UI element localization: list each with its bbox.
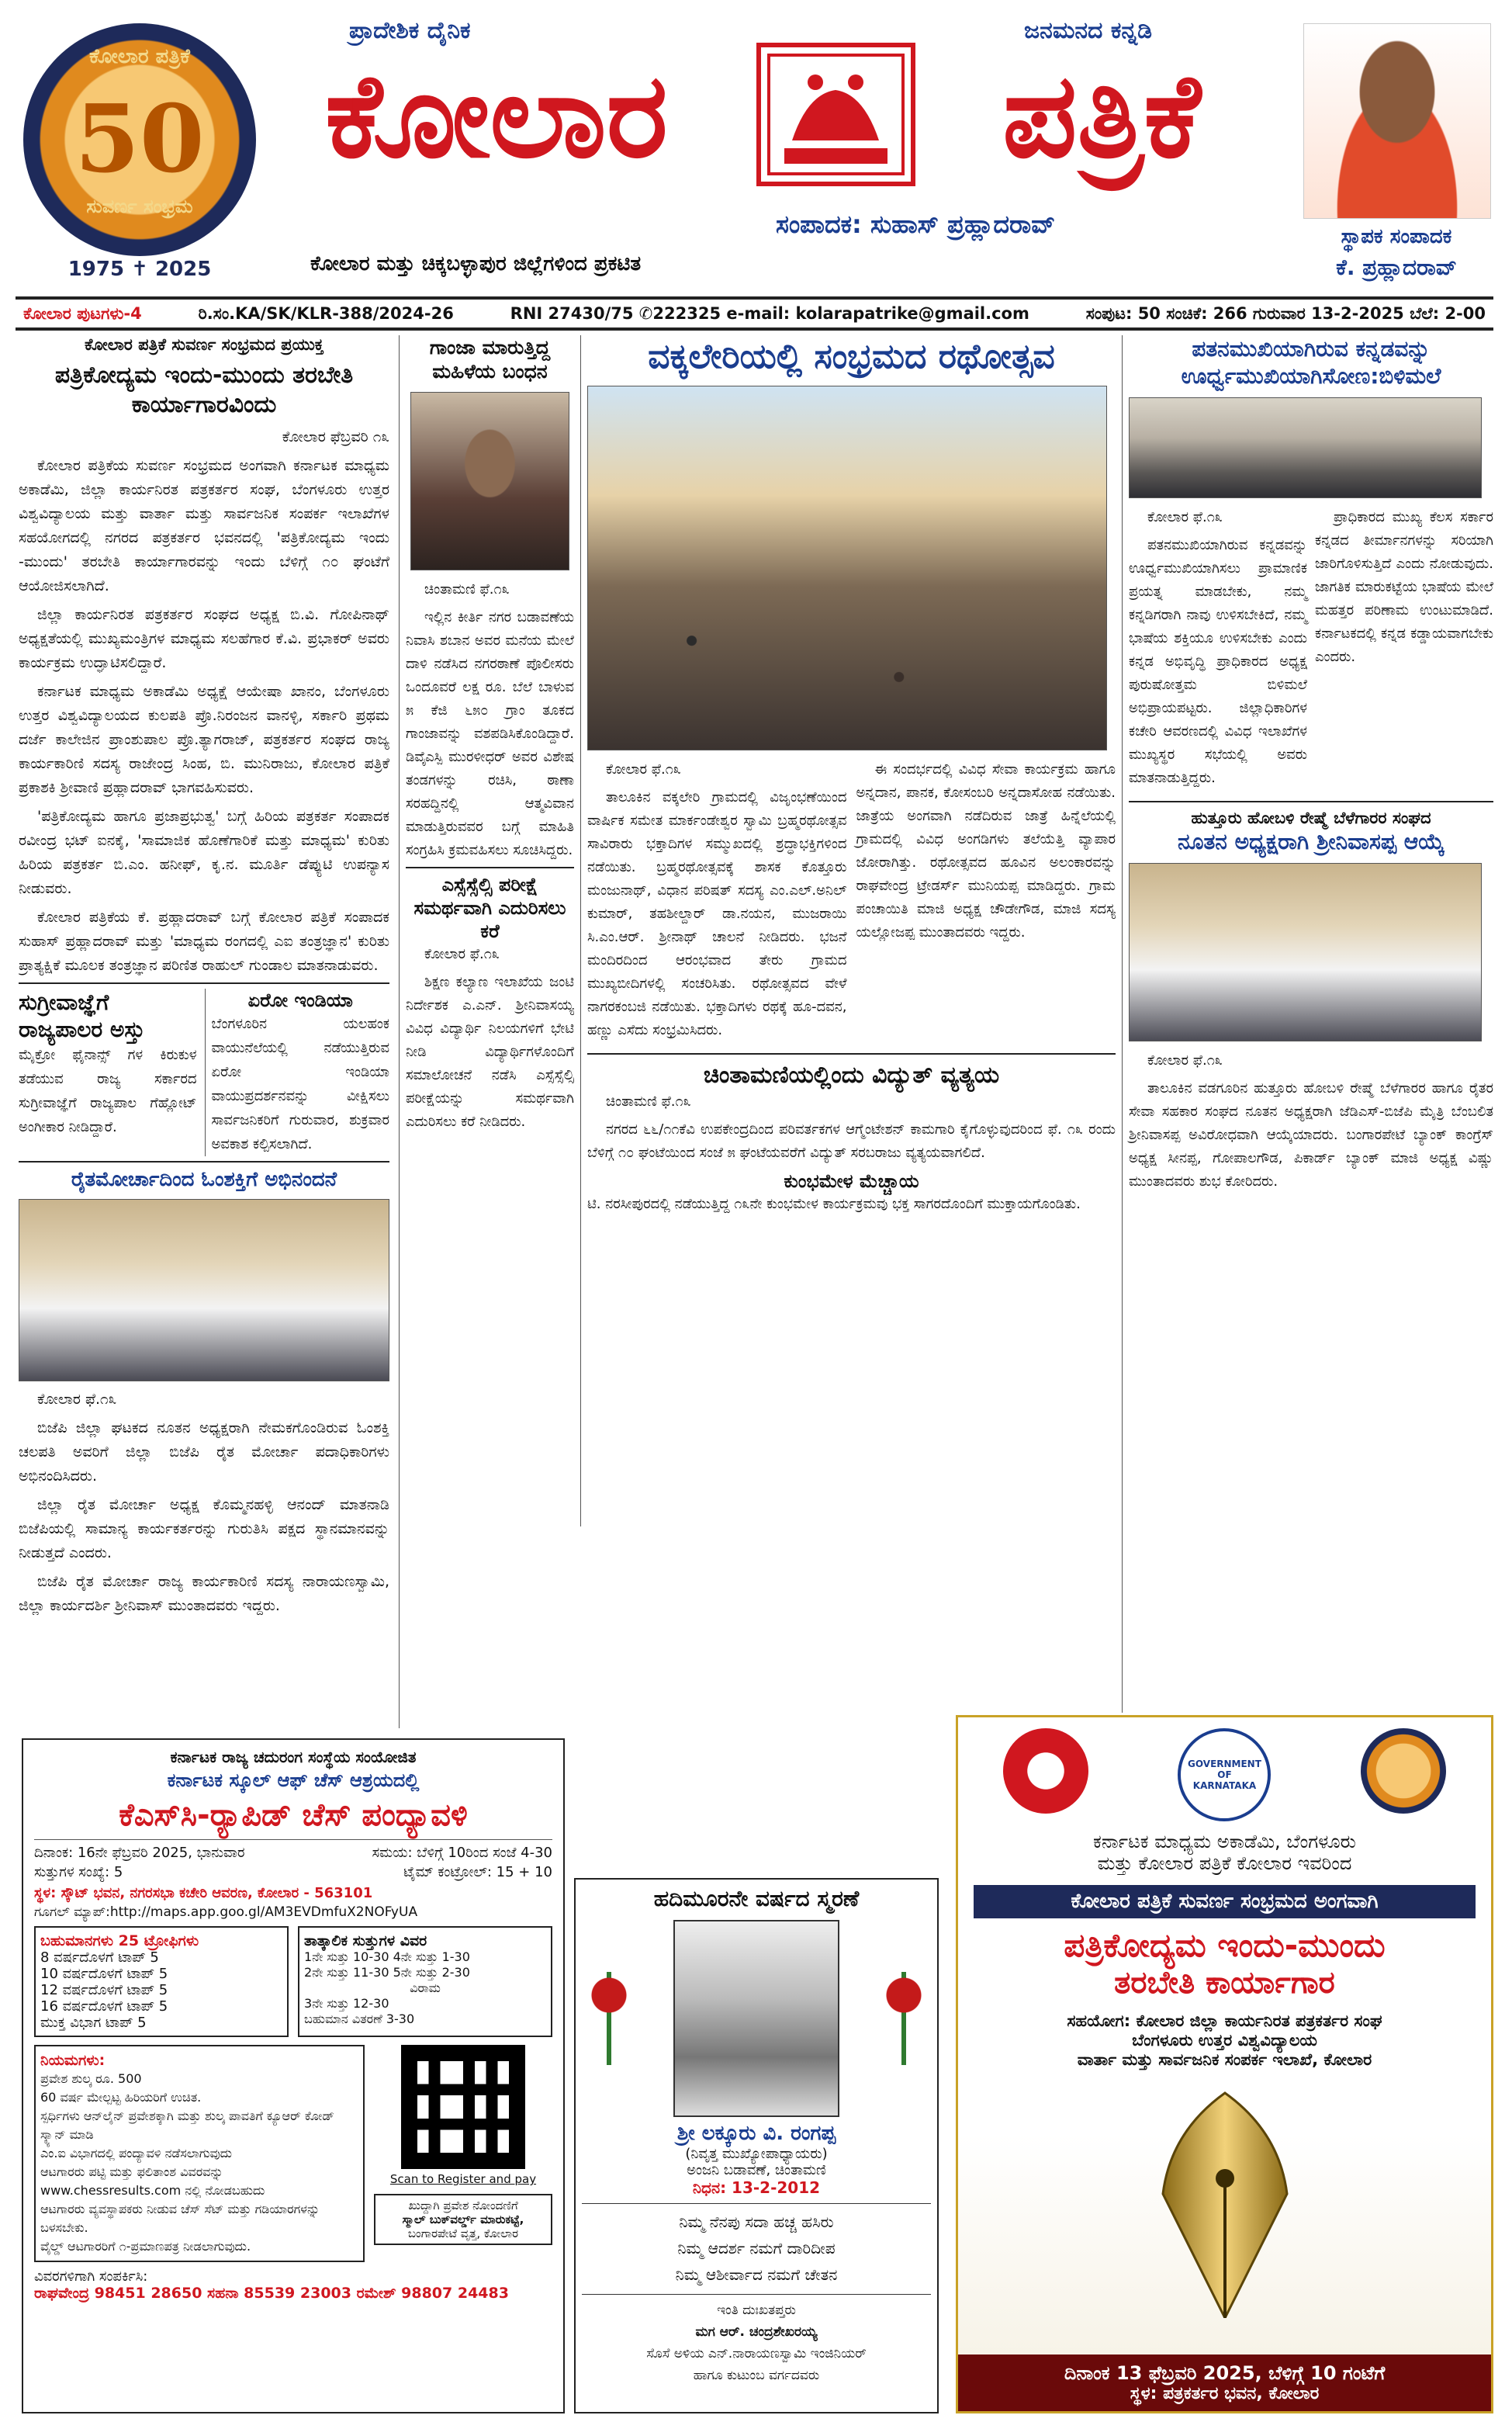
- masthead-title-part2: ಪತ್ರಿಕೆ: [1002, 49, 1201, 184]
- rule-item: ಎಂ.ಐ ವಿಭಾಗದಲ್ಲಿ ಪಂದ್ಯಾವಳಿ ನಡೆಸಲಾಗುವುದು: [40, 2146, 233, 2160]
- rule-item: ಆಟಗಾರರು ವ್ಯವಸ್ಥಾಪಕರು ನೀಡುವ ಚೆಸ್ ಸೆಟ್ ಮತ್ತು ಗಡಿಯಾರಗಳನ್ನು ಬಳಸಬೇಕು.: [40, 2202, 320, 2235]
- brief-body: [587, 1090, 1116, 1165]
- workshop-venue: ಸ್ಥಳ: ಪತ್ರಕರ್ತರ ಭವನ, ಕೋಲಾರ: [1130, 2384, 1320, 2403]
- chess-ad-sub: ಕರ್ನಾಟಕ ಸ್ಕೂಲ್ ಆಫ್ ಚೆಸ್ ಆಶ್ರಯದಲ್ಲಿ: [167, 1769, 420, 1791]
- memorial-line: ನಿಮ್ಮ ಆದರ್ಶ ನಮಗೆ ದಾರಿದೀಪ: [677, 2239, 836, 2257]
- memorial-line: ನಿಮ್ಮ ನೆನಪು ಸದಾ ಹಚ್ಚ ಹಸಿರು: [679, 2212, 834, 2231]
- tagline-right: ಜನಮನದ ಕನ್ನಡಿ: [1024, 17, 1153, 44]
- schedule-row: ವಿರಾಮ: [410, 1980, 441, 1995]
- dateline: ಕೋಲಾರ ಫೆ.೧೩: [606, 761, 681, 778]
- rule-item: ಪ್ರವೇಶ ಶುಲ್ಕ ರೂ. 500: [40, 2071, 142, 2086]
- memorial-photo: [673, 1920, 839, 2117]
- dateline: ಕೋಲಾರ ಫೆ.೧೩: [1147, 509, 1223, 525]
- story-photo: [1129, 397, 1482, 498]
- memorial-from-line: ಹಾಗೂ ಕುಟುಂಬ ವರ್ಗದವರು: [693, 2368, 820, 2383]
- story-body: [1129, 1049, 1493, 1194]
- prize-row: 8 ವರ್ಷದೊಳಗೆ ಟಾಪ್ 5: [40, 1949, 159, 1966]
- story-photo: [1129, 863, 1482, 1041]
- info-issue: ಸಂಪುಟ: 50 ಸಂಚಿಕೆ: 266 ಗುರುವಾರ 13-2-2025 ಬೆಲೆ: 2-00: [1085, 303, 1486, 323]
- masthead: [0, 0, 1512, 295]
- memorial-place: ಅಂಜನಿ ಬಡಾವಣೆ, ಚಿಂತಾಮಣಿ: [687, 2162, 826, 2178]
- schedule-row: 1ನೇ ಸುತ್ತು 10-30 4ನೇ ಸುತ್ತು 1-30: [304, 1949, 470, 1964]
- brief-headline: ಸುಗ್ರೀವಾಜ್ಞೆಗೆ ರಾಜ್ಯಪಾಲರ ಅಸ್ತು: [19, 989, 145, 1042]
- tagline-left: ಪ್ರಾದೇಶಿಕ ದೈನಿಕ: [349, 17, 471, 44]
- entry-note: ಖುದ್ದಾಗಿ ಪ್ರವೇಶ ನೋಂದಣಿಗೆ: [408, 2199, 518, 2212]
- workshop-title1: ಪತ್ರಿಕೋದ್ಯಮ ಇಂದು-ಮುಂದು: [1064, 1926, 1386, 1964]
- prize-row: ಮುಕ್ತ ವಿಭಾಗ ಟಾಪ್ 5: [40, 2015, 147, 2031]
- workshop-title2: ತರಬೇತಿ ಕಾರ್ಯಾಗಾರ: [1114, 1965, 1335, 2001]
- founder-label: ಸ್ಥಾಪಕ ಸಂಪಾದಕ: [1341, 225, 1452, 248]
- anniversary-logo-number: 50: [74, 85, 205, 194]
- memorial-from: ಇಂತಿ ದುಃಖತಪ್ತರು: [717, 2303, 796, 2318]
- masthead-subline: ಕೋಲಾರ ಮತ್ತು ಚಿಕ್ಕಬಳ್ಳಾಪುರ ಜಿಲ್ಲೆಗಳಿಂದ ಪ್ರಕಟಿತ: [310, 252, 642, 275]
- paragraph: ಬಿಜೆಪಿ ಜಿಲ್ಲಾ ಘಟಕದ ನೂತನ ಅಧ್ಯಕ್ಷರಾಗಿ ನೇಮಕಗೊಂಡಿರುವ ಓಂಶಕ್ತಿ ಚಲಪತಿ ಅವರಿಗೆ ಜಿಲ್ಲಾ ಬಿಜೆಪಿ ರೈತ ಮೋರ್ಚಾ ಪದಾಧಿಕಾರಿಗಳು ಅಭಿನಂದಿಸಿದರು.: [19, 1419, 389, 1485]
- paragraph: ಕೋಲಾರ ಪತ್ರಿಕೆಯ ಸುವರ್ಣ ಸಂಭ್ರಮದ ಅಂಗವಾಗಿ ಕರ್ನಾಟಕ ಮಾಧ್ಯಮ ಅಕಾಡೆಮಿ, ಜಿಲ್ಲಾ ಕಾರ್ಯನಿರತ ಪತ್ರಕರ್ತರ ಸಂಘ, ಬೆಂಗಳೂರು ಉತ್ತರ ವಿಶ್ವವಿದ್ಯಾಲಯ ಮತ್ತು ವಾರ್ತಾ ಮತ್ತು ಸಾರ್ವಜನಿಕ ಸಂಪರ್ಕ ಇಲಾಖೆಗಳ ಸಹಯೋಗದಲ್ಲಿ ನಗರದ ಪತ್ರಕರ್ತರ ಭವನದಲ್ಲಿ 'ಪತ್ರಿಕೋದ್ಯಮ ಇಂದು -ಮುಂದು' ತರಬೇತಿ ಕಾರ್ಯಾಗಾರವನ್ನು ಇಂದು ಬೆಳಿಗ್ಗೆ ೧೦ ಘಂಟೆಗೆ ಆಯೋಜಿಸಲಾಗಿದೆ.: [19, 457, 389, 594]
- brief-headline: ಚಿಂತಾಮಣಿಯಲ್ಲಿಂದು ವಿದ್ಯುತ್ ವ್ಯತ್ಯಯ: [703, 1062, 1000, 1089]
- story-photo: [19, 1199, 389, 1381]
- story-kicker: ಕೋಲಾರ ಪತ್ರಿಕೆ ಸುವರ್ಣ ಸಂಭ್ರಮದ ಪ್ರಯುಕ್ತ: [85, 335, 324, 354]
- paragraph: ಬಿಜೆಪಿ ರೈತ ಮೋರ್ಚಾ ರಾಜ್ಯ ಕಾರ್ಯಕಾರಿಣಿ ಸದಸ್ಯ ನಾರಾಯಣಸ್ವಾಮಿ, ಜಿಲ್ಲಾ ಕಾರ್ಯದರ್ಶಿ ಶ್ರೀನಿವಾಸ್ ಮುಂತಾದವರು ಇದ್ದರು.: [19, 1572, 389, 1614]
- dateline: ಕೋಲಾರ ಫೆಬ್ರವರಿ ೧೩: [282, 428, 389, 445]
- brief-body: ಟಿ. ನರಸೀಪುರದಲ್ಲಿ ನಡೆಯುತ್ತಿದ್ದ ೧೩ನೇ ಕುಂಭಮೇಳ ಕಾರ್ಯಕ್ರಮವು ಭಕ್ತ ಸಾಗರದೊಂದಿಗೆ ಮುಕ್ತಾಯಗೊಂಡಿತು.: [587, 1195, 1081, 1212]
- info-bar: [16, 296, 1493, 331]
- story-photo: [410, 392, 569, 570]
- story-body: [19, 1388, 389, 1618]
- entry-place: ಸ್ಮಾಲ್ ಬುಕ್‌ವರ್ಲ್ಡ್ ಮಾರುಕಟ್ಟೆ,: [402, 2212, 524, 2226]
- divider: [19, 1161, 389, 1163]
- paragraph: ಶಿಕ್ಷಣ ಕಲ್ಯಾಣ ಇಲಾಖೆಯ ಜಂಟಿ ನಿರ್ದೇಶಕ ಎ.ಎನ್. ಶ್ರೀನಿವಾಸಯ್ಯ ವಿವಿಧ ವಿದ್ಯಾರ್ಥಿ ನಿಲಯಗಳಿಗೆ ಭೇಟಿ ನೀಡಿ ವಿದ್ಯಾರ್ಥಿಗಳೊಂದಿಗೆ ಸಮಾಲೋಚನೆ ನಡೆಸಿ ಎಸ್ಸೆಸ್ಸೆಲ್ಸಿ ಪರೀಕ್ಷೆಯನ್ನು ಸಮರ್ಥವಾಗಿ ಎದುರಿಸಲು ಕರೆ ನೀಡಿದರು.: [406, 973, 574, 1130]
- story-headline: ಗಾಂಜಾ ಮಾರುತ್ತಿದ್ದ ಮಹಿಳೆಯ ಬಂಧನ: [429, 336, 551, 383]
- chess-ad-date: ದಿನಾಂಕ: 16ನೇ ಫೆಬ್ರವರಿ 2025, ಭಾನುವಾರ: [34, 1845, 245, 1861]
- dateline: ಚಿಂತಾಮಣಿ ಫೆ.೧೩: [424, 580, 510, 598]
- anniversary-logo-small: [1361, 1728, 1446, 1814]
- lead-headline: ವಕ್ಕಲೇರಿಯಲ್ಲಿ ಸಂಭ್ರಮದ ರಥೋತ್ಸವ: [648, 337, 1055, 376]
- column-4: [1122, 335, 1493, 1713]
- story-body-right: [1315, 506, 1493, 795]
- schedule-row: ಬಹುಮಾನ ವಿತರಣೆ 3-30: [304, 2011, 415, 2026]
- contact-numbers: ರಾಘವೇಂದ್ರ 98451 28650 ಸಹನಾ 85539 23003 ರಮೇಶ್ 98807 24483: [34, 2285, 509, 2302]
- lead-body-left: [587, 758, 847, 1047]
- government-logo-text: GOVERNMENT OF KARNATAKA: [1188, 1759, 1261, 1791]
- chess-ad-venue: ಸ್ಥಳ: ಸ್ಕೌಟ್ ಭವನ, ನಗರಸಭಾ ಕಚೇರಿ ಆವರಣ, ಕೋಲಾರ - 563101: [34, 1885, 373, 1901]
- masthead-emblem: [756, 43, 915, 186]
- brief-body: ಮೈಕ್ರೋ ಫೈನಾನ್ಸ್ ಗಳ ಕಿರುಕುಳ ತಡೆಯುವ ರಾಜ್ಯ ಸರ್ಕಾರದ ಸುಗ್ರೀವಾಜ್ಞೆಗೆ ರಾಜ್ಯಪಾಲ ಗೆಹ್ಲೋಟ್ ಅಂಗೀಕಾರ ನೀಡಿದ್ದಾರೆ.: [19, 1047, 197, 1135]
- paragraph: ಪತನಮುಖಿಯಾಗಿರುವ ಕನ್ನಡವನ್ನು ಊರ್ಧ್ವಮುಖಿಯಾಗಿಸಲು ಪ್ರಾಮಾಣಿಕ ಪ್ರಯತ್ನ ಮಾಡಬೇಕು, ನಮ್ಮ ಕನ್ನಡಿಗರಾಗಿ ನಾವು ಉಳಿಸಬೇಕಿದೆ, ನಮ್ಮ ಭಾಷೆಯ ಶಕ್ತಿಯೂ ಉಳಿಸಬೇಕು ಎಂದು ಕನ್ನಡ ಅಭಿವೃದ್ಧಿ ಪ್ರಾಧಿಕಾರದ ಅಧ್ಯಕ್ಷ ಪುರುಷೋತ್ತಮ ಬಿಳಿಮಲೆ ಅಭಿಪ್ರಾಯಪಟ್ಟರು. ಜಿಲ್ಲಾಧಿಕಾರಿಗಳ ಕಚೇರಿ ಆವರಣದಲ್ಲಿ ವಿವಿಧ ಇಲಾಖೆಗಳ ಮುಖ್ಯಸ್ಥರ ಸಭೆಯಲ್ಲಿ ಅವರು ಮಾತನಾಡುತ್ತಿದ್ದರು.: [1129, 537, 1307, 786]
- memorial-line: ನಿಮ್ಮ ಆಶೀರ್ವಾದ ನಮಗೆ ಚೇತನ: [675, 2265, 838, 2284]
- workshop-support3: ವಾರ್ತಾ ಮತ್ತು ಸಾರ್ವಜನಿಕ ಸಂಪರ್ಕ ಇಲಾಖೆ, ಕೋಲಾರ: [1077, 2050, 1372, 2069]
- memorial-heading: ಹದಿಮೂರನೇ ವರ್ಷದ ಸ್ಮರಣೆ: [653, 1886, 860, 1911]
- contact-heading: ವಿವರಗಳಿಗಾಗಿ ಸಂಪರ್ಕಿಸಿ:: [34, 2268, 148, 2285]
- entry-address: ಬಂಗಾರಪೇಟೆ ವೃತ್ತ, ಕೋಲಾರ: [407, 2226, 519, 2240]
- memorial-ad: [574, 1878, 939, 2413]
- prize-row: 16 ವರ್ಷದೊಳಗೆ ಟಾಪ್ 5: [40, 1998, 168, 2015]
- paragraph: ಈ ಸಂದರ್ಭದಲ್ಲಿ ವಿವಿಧ ಸೇವಾ ಕಾರ್ಯಕ್ರಮ ಹಾಗೂ ಅನ್ನದಾನ, ಪಾನಕ, ಕೋಸಂಬರಿ ಅನ್ನದಾಸೋಹ ನಡೆಯಿತು. ಜಾತ್ರೆಯ ಅಂಗವಾಗಿ ನಡೆದಿರುವ ಜಾತ್ರೆ ಹಿನ್ನೆಲೆಯಲ್ಲಿ ಗ್ರಾಮದಲ್ಲಿ ವಿವಿಧ ಅಂಗಡಿಗಳು ತಲೆಯೆತ್ತಿ ವ್ಯಾಪಾರ ಜೋರಾಗಿತ್ತು. ರಥೋತ್ಸವದ ಹೂವಿನ ಅಲಂಕಾರವನ್ನು ರಾಘವೇಂದ್ರ ಟ್ರೇಡರ್ಸ್ ಮುನಿಯಪ್ಪ ಮಾಡಿದ್ದರು. ಗ್ರಾಮ ಪಂಚಾಯಿತಿ ಮಾಜಿ ಅಧ್ಯಕ್ಷ ಚೌಡೇಗೌಡ, ಮಾಜಿ ಸದಸ್ಯ ಯಲ್ಲೋಜಪ್ಪ ಮುಂತಾದವರು ಇದ್ದರು.: [856, 761, 1116, 941]
- schedule-heading: ತಾತ್ಕಾಲಿಕ ಸುತ್ತುಗಳ ವಿವರ: [304, 1932, 427, 1949]
- prize-row: 12 ವರ್ಷದೊಳಗೆ ಟಾಪ್ 5: [40, 1982, 168, 1998]
- chess-ad-org: ಕರ್ನಾಟಕ ರಾಜ್ಯ ಚದುರಂಗ ಸಂಸ್ಥೆಯ ಸಂಯೋಜಿತ: [170, 1748, 417, 1766]
- column-3: [580, 335, 1116, 1526]
- workshop-footer: [958, 2355, 1491, 2411]
- paragraph: ತಾಲೂಕಿನ ವಕ್ಕಲೇರಿ ಗ್ರಾಮದಲ್ಲಿ ವಿಜೃಂಭಣೆಯಿಂದ ವಾರ್ಷಿಕ ಸಮೇತ ಮಾರ್ಕಂಡೇಶ್ವರ ಸ್ವಾಮಿ ಬ್ರಹ್ಮರಥೋತ್ಸವ ಸಾವಿರಾರು ಭಕ್ತಾದಿಗಳ ಸಮ್ಮುಖದಲ್ಲಿ ಶ್ರದ್ಧಾಭಕ್ತಿಗಳಿಂದ ನಡೆಯಿತು. ಬ್ರಹ್ಮರಥೋತ್ಸವಕ್ಕೆ ಶಾಸಕ ಕೊತ್ತೂರು ಮಂಜುನಾಥ್, ವಿಧಾನ ಪರಿಷತ್ ಸದಸ್ಯ ಎಂ.ಎಲ್.ಅನಿಲ್ ಕುಮಾರ್, ತಹಶೀಲ್ದಾರ್ ಡಾ.ನಯನ, ಮುಜರಾಯಿ ಸಿ.ಎಂ.ಆರ್. ಶ್ರೀನಾಥ್ ಚಾಲನೆ ನೀಡಿದರು. ಭಜನೆ ಮಂದಿರದಿಂದ ಆರಂಭವಾದ ತೇರು ಗ್ರಾಮದ ಮುಖ್ಯಬೀದಿಗಳಲ್ಲಿ ಸಂಚರಿಸಿತು. ರಥೋತ್ಸವದ ವೇಳೆ ನಾಗರಕಂಬಜಿ ನಡೆಯಿತು. ಭಕ್ತಾದಿಗಳು ರಥಕ್ಕೆ ಹೂ-ದವನ, ಹಣ್ಣು ಎಸೆದು ಸಂಭ್ರಮಿಸಿದರು.: [587, 789, 847, 1038]
- chess-ad-map[interactable]: ಗೂಗಲ್ ಮ್ಯಾಪ್:http://maps.app.goo.gl/AM3EVDmfuX2NOFyUA: [34, 1904, 418, 1920]
- memorial-from-name: ಮಗ ಆರ್. ಚಂದ್ರಶೇಖರಯ್ಯ: [695, 2324, 818, 2340]
- memorial-date: ನಿಧನ: 13-2-2012: [692, 2178, 821, 2197]
- brief-headline: ಕುಂಭಮೇಳ ಮೆಚ್ಚಾಯ: [784, 1169, 919, 1192]
- story-body: [406, 578, 574, 862]
- workshop-support1: ಸಹಯೋಗ: ಕೋಲಾರ ಜಿಲ್ಲಾ ಕಾರ್ಯನಿರತ ಪತ್ರಕರ್ತರ ಸಂಘ: [1067, 2011, 1382, 2030]
- lead-body-right: [856, 758, 1116, 1047]
- lead-photo: [587, 386, 1107, 750]
- paragraph: ಜಿಲ್ಲಾ ಕಾರ್ಯನಿರತ ಪತ್ರಕರ್ತರ ಸಂಘದ ಅಧ್ಯಕ್ಷ ಬಿ.ವಿ. ಗೋಪಿನಾಥ್ ಅಧ್ಯಕ್ಷತೆಯಲ್ಲಿ ಮುಖ್ಯಮಂತ್ರಿಗಳ ಮಾಧ್ಯಮ ಸಲಹೆಗಾರ ಕೆ.ವಿ. ಪ್ರಭಾಕರ್ ಅವರು ಕಾರ್ಯಕ್ರಮ ಉದ್ಘಾಟಿಸಲಿದ್ದಾರೆ.: [19, 606, 389, 671]
- workshop-band: ಕೋಲಾರ ಪತ್ರಿಕೆ ಸುವರ್ಣ ಸಂಭ್ರಮದ ಅಂಗವಾಗಿ: [974, 1885, 1476, 1918]
- workshop-datetime: ದಿನಾಂಕ 13 ಫೆಬ್ರವರಿ 2025, ಬೆಳಿಗ್ಗೆ 10 ಗಂಟೆಗೆ: [1064, 2362, 1386, 2384]
- story-body-left: [1129, 506, 1307, 795]
- chess-prize-box: [34, 1926, 289, 2037]
- brief-body: ಬೆಂಗಳೂರಿನ ಯಲಹಂಕ ವಾಯುನೆಲೆಯಲ್ಲಿ ನಡೆಯುತ್ತಿರುವ ಏರೋ ಇಂಡಿಯಾ ವಾಯುಪ್ರದರ್ಶನವನ್ನು ವೀಕ್ಷಿಸಲು ಸಾರ್ವಜನಿಕರಿಗೆ ಗುರುವಾರ, ಶುಕ್ರವಾರ ಅವಕಾಶ ಕಲ್ಪಿಸಲಾಗಿದೆ.: [211, 1016, 389, 1152]
- media-academy-logo: [1003, 1728, 1088, 1814]
- workshop-org1: ಕರ್ನಾಟಕ ಮಾಧ್ಯಮ ಅಕಾಡೆಮಿ, ಬೆಂಗಳೂರು: [1093, 1831, 1356, 1852]
- founder-photo: [1303, 23, 1491, 219]
- editor-line: ಸಂಪಾದಕ: ಸುಹಾಸ್ ಪ್ರಹ್ಲಾದರಾವ್: [776, 210, 1056, 239]
- dateline: ಚಿಂತಾಮಣಿ ಫೆ.೧೩: [606, 1093, 691, 1110]
- paragraph: ಪ್ರಾಧಿಕಾರದ ಮುಖ್ಯ ಕೆಲಸ ಸರ್ಕಾರ ಕನ್ನಡದ ತೀರ್ಮಾನಗಳನ್ನು ಸರಿಯಾಗಿ ಜಾರಿಗೊಳಿಸುತ್ತಿದೆ ಎಂದು ನೋಡುವುದು. ಜಾಗತಿಕ ಮಾರುಕಟ್ಟೆಯ ಭಾಷೆಯ ಮೇಲೆ ಮಹತ್ತರ ಪರಿಣಾಮ ಉಂಟುಮಾಡಿದೆ. ಕರ್ನಾಟಕದಲ್ಲಿ ಕನ್ನಡ ಕಡ್ಡಾಯವಾಗಬೇಕು ಎಂದರು.: [1315, 509, 1493, 665]
- chess-tournament-ad: [22, 1738, 565, 2413]
- masthead-title-part1: ಕೋಲಾರ: [325, 49, 668, 184]
- dateline: ಕೋಲಾರ ಫೆ.೧೩: [1147, 1052, 1223, 1069]
- workshop-support2: ಬೆಂಗಳೂರು ಉತ್ತರ ವಿಶ್ವವಿದ್ಯಾಲಯ: [1132, 2031, 1317, 2050]
- dateline: ಕೋಲಾರ ಫೆ.೧೩: [37, 1390, 117, 1408]
- memorial-name: ಶ್ರೀ ಲಕ್ಕೂರು ವಿ. ರಂಗಪ್ಪ: [676, 2122, 836, 2145]
- chess-ad-control: ಟೈಮ್ ಕಂಟ್ರೋಲ್: 15 + 10: [403, 1864, 552, 1880]
- memorial-from-line: ಸೊಸೆ ಅಳಿಯ ಎನ್.ನಾರಾಯಣಸ್ವಾಮಿ ಇಂಜಿನಿಯರ್: [646, 2346, 867, 2361]
- prize-heading: ಬಹುಮಾನಗಳು 25 ಟ್ರೋಫಿಗಳು: [40, 1932, 199, 1949]
- chess-ad-time: ಸಮಯ: ಬೆಳಿಗ್ಗೆ 10ರಿಂದ ಸಂಜೆ 4-30: [372, 1845, 552, 1861]
- story-headline: ಪತ್ರಿಕೋದ್ಯಮ ಇಂದು-ಮುಂದು ತರಬೇತಿ ಕಾರ್ಯಾಗಾರವಿಂದು: [54, 362, 354, 418]
- divider: [406, 867, 574, 868]
- story-headline: ನೂತನ ಅಧ್ಯಕ್ಷರಾಗಿ ಶ್ರೀನಿವಾಸಪ್ಪ ಆಯ್ಕೆ: [1178, 829, 1445, 854]
- info-pages: ಕೋಲಾರ ಪುಟಗಳು-4: [23, 303, 142, 323]
- story-headline: ರೈತಮೋರ್ಚಾದಿಂದ ಓಂಶಕ್ತಿಗೆ ಅಭಿನಂದನೆ: [71, 1168, 337, 1191]
- chess-rules-box: [34, 2045, 365, 2262]
- rose-icon: [877, 1972, 931, 2065]
- story-headline: ಪತನಮುಖಿಯಾಗಿರುವ ಕನ್ನಡವನ್ನು ಊರ್ಧ್ವಮುಖಿಯಾಗಿಸೋಣ:ಬಿಳಿಮಲೆ: [1181, 336, 1441, 389]
- brief-headline: ಎಸ್ಸೆಸ್ಸೆಲ್ಸಿ ಪರೀಕ್ಷೆ ಸಮರ್ಥವಾಗಿ ಎದುರಿಸಲು ಕರೆ: [413, 873, 566, 942]
- divider: [1129, 801, 1493, 802]
- story-body: [19, 425, 389, 978]
- schedule-row: 3ನೇ ಸುತ್ತು 12-30: [304, 1996, 389, 2011]
- qr-code[interactable]: [401, 2045, 525, 2169]
- paragraph: ಕರ್ನಾಟಕ ಮಾಧ್ಯಮ ಅಕಾಡೆಮಿ ಅಧ್ಯಕ್ಷೆ ಆಯೇಷಾ ಖಾನಂ, ಬೆಂಗಳೂರು ಉತ್ತರ ವಿಶ್ವವಿದ್ಯಾಲಯದ ಕುಲಪತಿ ಪ್ರೊ.ನಿರಂಜನ ವಾನಳ್ಳಿ, ಸರ್ಕಾರಿ ಪ್ರಥಮ ದರ್ಜೆ ಕಾಲೇಜಿನ ಪ್ರಾಂಶುಪಾಲ ಪ್ರೊ.ತ್ಯಾಗರಾಜ್, ಪತ್ರಕರ್ತರ ಸಂಘದ ರಾಜ್ಯ ಕಾರ್ಯಕಾರಿಣಿ ಸದಸ್ಯ ರಾಜೇಂದ್ರ ಸಿಂಹ, ಬಿ. ಮುನಿರಾಜು, ಕೋಲಾರ ಪತ್ರಿಕೆ ಪ್ರಕಾಶಕಿ ಶ್ರೀವಾಣಿ ಪ್ರಹ್ಲಾದರಾವ್ ಭಾಗವಹಿಸುವರು.: [19, 683, 389, 796]
- brief-body: [406, 943, 574, 1134]
- info-registration: ರಿ.ಸಂ.KA/SK/KLR-388/2024-26: [198, 303, 454, 323]
- chess-schedule-box: [298, 1926, 552, 2037]
- rose-icon: [582, 1972, 636, 2065]
- dateline: ಕೋಲಾರ ಫೆ.೧೩: [424, 945, 500, 962]
- rule-item: ಆಟಗಾರರು ಪಟ್ಟಿ ಮತ್ತು ಫಲಿತಾಂಶ ವಿವರವನ್ನು www.chessresults.com ನಲ್ಲಿ ನೋಡಬಹುದು: [40, 2164, 265, 2198]
- anniversary-years: 1975 ✝ 2025: [67, 258, 212, 281]
- anniversary-logo-bottom-text: ಸುವರ್ಣ ಸಂಭ್ರಮ: [86, 196, 193, 217]
- rules-heading: ನಿಯಮಗಳು:: [40, 2052, 106, 2069]
- column-2: [399, 335, 574, 1728]
- brief-headline: ಏರೋ ಇಂಡಿಯಾ: [247, 989, 353, 1011]
- paragraph: ಕೋಲಾರ ಪತ್ರಿಕೆಯ ಕೆ. ಪ್ರಹ್ಲಾದರಾವ್ ಬಗ್ಗೆ ಕೋಲಾರ ಪತ್ರಿಕೆ ಸಂಪಾದಕ ಸುಹಾಸ್ ಪ್ರಹ್ಲಾದರಾವ್ ಮತ್ತು 'ಮಾಧ್ಯಮ ರಂಗದಲ್ಲಿ ಎಐ ತಂತ್ರಜ್ಞಾನ' ಕುರಿತು ಪ್ರಾತ್ಯಕ್ಷಿಕೆ ಮೂಲಕ ತಂತ್ರಜ್ಞಾನ ಪರಿಣಿತ ರಾಹುಲ್ ಗುಂಡಾಲ ಮಾತನಾಡುವರು.: [19, 909, 389, 974]
- pen-nib-icon: [1140, 2085, 1310, 2318]
- government-logo: [1178, 1728, 1271, 1821]
- divider: [587, 1053, 1116, 1055]
- founder-name: ಕೆ. ಪ್ರಹ್ಲಾದರಾವ್: [1336, 255, 1457, 280]
- rule-item: 60 ವರ್ಷ ಮೇಲ್ಪಟ್ಟ ಹಿರಿಯರಿಗೆ ಉಚಿತ.: [40, 2090, 202, 2105]
- schedule-row: 2ನೇ ಸುತ್ತು 11-30 5ನೇ ಸುತ್ತು 2-30: [304, 1965, 470, 1980]
- prize-row: 10 ವರ್ಷದೊಳಗೆ ಟಾಪ್ 5: [40, 1966, 168, 1982]
- chess-ad-title: ಕೆಎಸ್‌ಸಿ-ರ್‍ಯಾಪಿಡ್ ಚೆಸ್ ಪಂದ್ಯಾವಳಿ: [119, 1797, 468, 1833]
- rule-item: ಸ್ಪರ್ಧಿಗಳು ಆನ್‌ಲೈನ್ ಪ್ರವೇಶಕ್ಕಾಗಿ ಮತ್ತು ಶುಲ್ಕ ಪಾವತಿಗೆ ಕ್ಯೂಆರ್ ಕೋಡ್ ಸ್ಕ್ಯಾನ್ ಮಾಡಿ: [40, 2108, 334, 2142]
- paragraph: 'ಪತ್ರಿಕೋದ್ಯಮ ಹಾಗೂ ಪ್ರಜಾಪ್ರಭುತ್ವ' ಬಗ್ಗೆ ಹಿರಿಯ ಪತ್ರಕರ್ತ ಸಂಪಾದಕ ರವೀಂದ್ರ ಭಟ್ ಐನಕೈ, 'ಸಾಮಾಜಿಕ ಹೊಣೆಗಾರಿಕೆ ಮತ್ತು ಮಾಧ್ಯಮ' ಕುರಿತು ಹಿರಿಯ ಪತ್ರಕರ್ತ ಬಿ.ಎಂ. ಹನೀಫ್, ಕೃ.ನ. ಮೂರ್ತಿ ಡೆಪ್ಯುಟಿ ಉಪನ್ಯಾಸ ನೀಡುವರು.: [19, 808, 389, 897]
- column-1: [19, 335, 389, 1728]
- paragraph: ನಗರದ ೬೬/೧೧ಕೆವಿ ಉಪಕೇಂದ್ರದಿಂದ ಪರಿವರ್ತಕಗಳ ಆಗ್ಮೆಂಟೇಶನ್ ಕಾಮಗಾರಿ ಕೈಗೊಳ್ಳುವುದರಿಂದ ಫೆ. ೧೩ ರಂದು ಬೆಳಿಗ್ಗೆ ೧೦ ಘಂಟೆಯಿಂದ ಸಂಜೆ ೫ ಘಂಟೆಯವರೆಗೆ ವಿದ್ಯುತ್ ಸರಬರಾಜು ವ್ಯತ್ಯಯವಾಗಲಿದೆ.: [587, 1121, 1116, 1161]
- rule-item: ವೈಲ್ಡ್ ಆಟಗಾರರಿಗೆ ೧-ಪ್ರಮಾಣಪತ್ರ ನೀಡಲಾಗುವುದು.: [40, 2239, 251, 2254]
- paragraph: ಇಲ್ಲಿನ ಕೀರ್ತಿ ನಗರ ಬಡಾವಣೆಯ ನಿವಾಸಿ ಶಬಾನ ಅವರ ಮನೆಯ ಮೇಲೆ ದಾಳಿ ನಡೆಸಿದ ನಗರಠಾಣೆ ಪೊಲೀಸರು ಒಂದೂವರೆ ಲಕ್ಷ ರೂ. ಬೆಲೆ ಬಾಳುವ ೫ ಕೆಜಿ ೬೫೦ ಗ್ರಾಂ ತೂಕದ ಗಾಂಜಾವನ್ನು ವಶಪಡಿಸಿಕೊಂಡಿದ್ದಾರೆ. ಡಿವೈಎಸ್ಪಿ ಮುರಳೀಧರ್ ಅವರ ವಿಶೇಷ ತಂಡಗಳನ್ನು ರಚಿಸಿ, ಠಾಣಾ ಸರಹದ್ದಿನಲ್ಲಿ ಆತ್ಮವಿವಾನ ಮಾಡುತ್ತಿರುವವರ ಬಗ್ಗೆ ಮಾಹಿತಿ ಸಂಗ್ರಹಿಸಿ ಕ್ರಮವಹಿಸಲು ಸೂಚಿಸಿದ್ದರು.: [406, 608, 574, 858]
- anniversary-logo-top-text: ಕೋಲಾರ ಪತ್ರಿಕೆ: [89, 45, 190, 68]
- anniversary-logo: [23, 23, 256, 256]
- divider: [19, 982, 389, 984]
- workshop-org2: ಮತ್ತು ಕೋಲಾರ ಪತ್ರಿಕೆ ಕೋಲಾರ ಇವರಿಂದ: [1097, 1852, 1352, 1874]
- info-rni-contact: RNI 27430/75 ✆222325 e-mail: kolarapatrike@gmail.com: [510, 304, 1029, 323]
- paragraph: ತಾಲೂಕಿನ ವಡಗೂರಿನ ಹುತ್ತೂರು ಹೋಬಳಿ ರೇಷ್ಮೆ ಬೆಳೆಗಾರರ ಹಾಗೂ ರೈತರ ಸೇವಾ ಸಹಕಾರ ಸಂಘದ ನೂತನ ಅಧ್ಯಕ್ಷರಾಗಿ ಜೆಡಿಎಸ್-ಬಿಜೆಪಿ ಮೈತ್ರಿ ಬೆಂಬಲಿತ ಶ್ರೀನಿವಾಸಪ್ಪ ಅವಿರೋಧವಾಗಿ ಆಯ್ಕೆಯಾದರು. ಬಂಗಾರಪೇಟೆ ಬ್ಯಾಂಕ್ ಕಾಂಗ್ರೆಸ್ ಅಧ್ಯಕ್ಷ ಸೀನಪ್ಪ, ಗೋಪಾಲಗೌಡ, ಪಿಕಾರ್ಡ್ ಬ್ಯಾಂಕ್ ಮಾಜಿ ಅಧ್ಯಕ್ಷ ವಿಷ್ಣು ಮುಂತಾದವರು ಶುಭ ಕೋರಿದರು.: [1129, 1080, 1493, 1190]
- chess-ad-rounds: ಸುತ್ತುಗಳ ಸಂಖ್ಯೆ: 5: [34, 1864, 123, 1880]
- workshop-ad: [956, 1715, 1493, 2413]
- paragraph: ಜಿಲ್ಲಾ ರೈತ ಮೋರ್ಚಾ ಅಧ್ಯಕ್ಷ ಕೊಮ್ಮನಹಳ್ಳಿ ಆನಂದ್ ಮಾತನಾಡಿ ಬಿಜೆಪಿಯಲ್ಲಿ ಸಾಮಾನ್ಯ ಕಾರ್ಯಕರ್ತರನ್ನು ಗುರುತಿಸಿ ಪಕ್ಷದ ಸ್ಥಾನಮಾನವನ್ನು ನೀಡುತ್ತದೆ ಎಂದರು.: [19, 1495, 389, 1561]
- memorial-role: (ನಿವೃತ್ತ ಮುಖ್ಯೋಪಾಧ್ಯಾಯರು): [685, 2146, 828, 2162]
- story-kicker: ಹುತ್ತೂರು ಹೋಬಳಿ ರೇಷ್ಮೆ ಬೆಳೆಗಾರರ ಸಂಘದ: [1191, 809, 1431, 827]
- qr-caption: Scan to Register and pay: [389, 2172, 537, 2186]
